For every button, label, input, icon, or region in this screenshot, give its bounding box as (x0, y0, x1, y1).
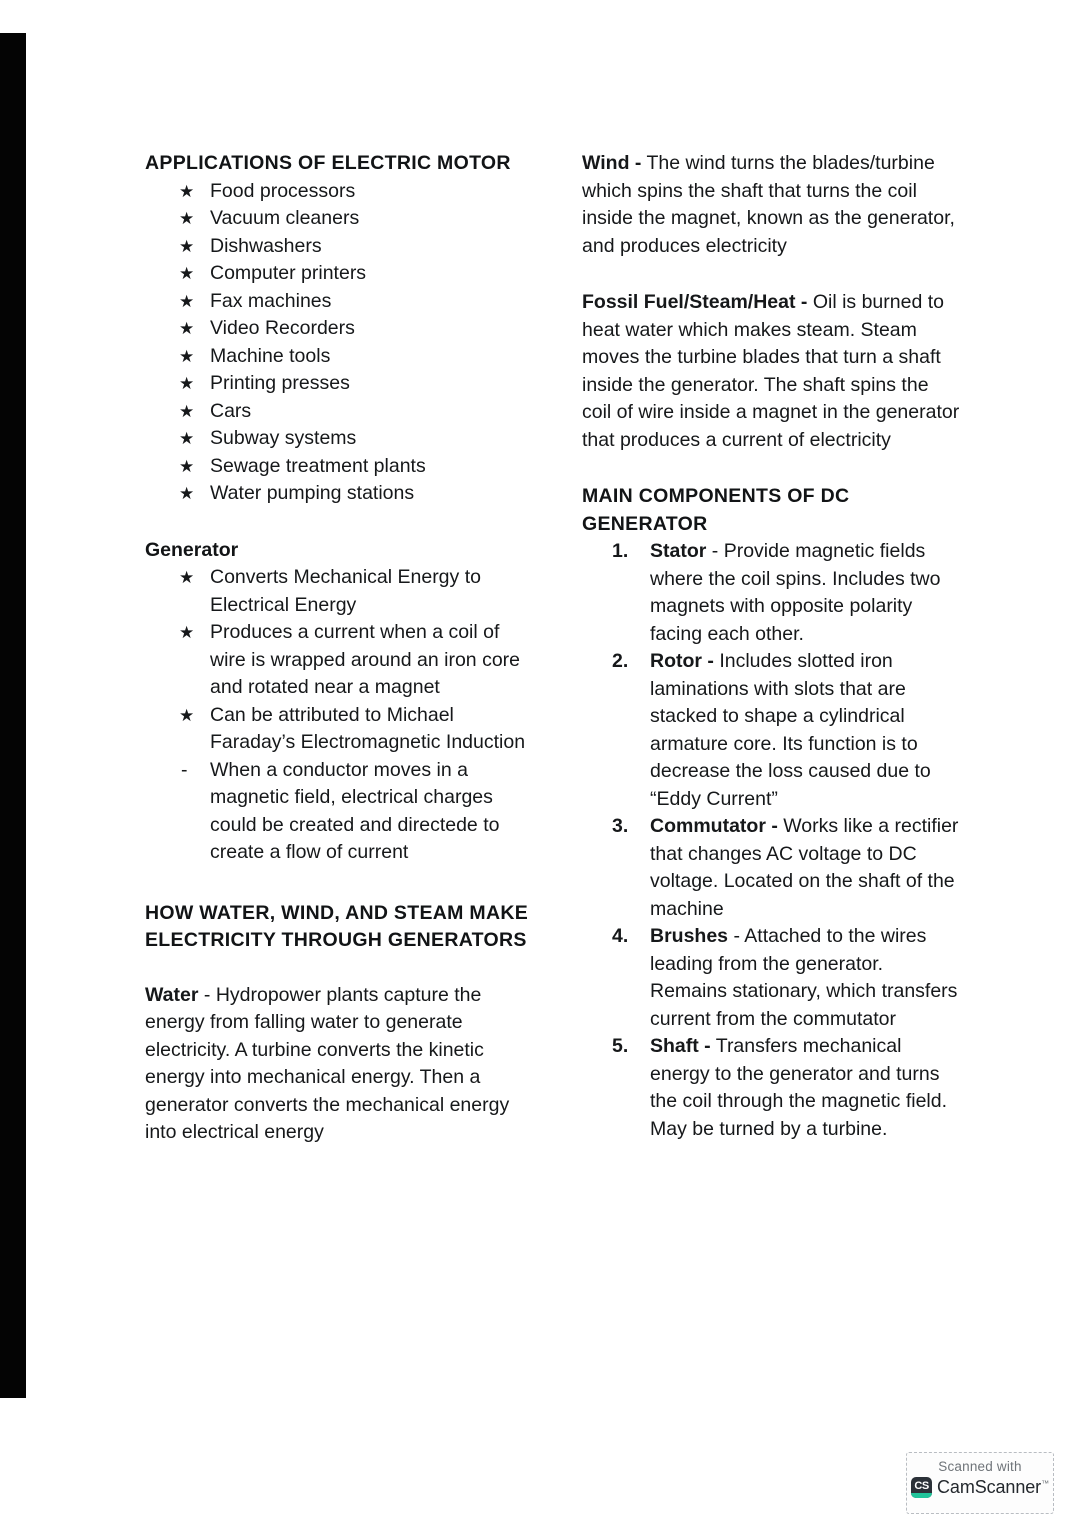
dash-icon: - (181, 758, 188, 781)
star-icon: ★ (179, 319, 195, 338)
list-item (582, 813, 962, 923)
spacer (582, 454, 962, 483)
list-item-label: Food processors (210, 179, 356, 202)
wind-lead: Wind - (582, 152, 642, 174)
camscanner-brand-label (937, 1477, 1049, 1498)
fossil-fuel-lead: Fossil Fuel/Steam/Heat - (582, 291, 808, 313)
list-item-body: Provide magnetic fields where the coil spins. Includes two magnets with opposite polarity facing each other. (650, 540, 941, 645)
list-item-label: Computer printers (210, 262, 367, 284)
list-item-label: Converts Mechanical Energy to Electrical Energy (210, 566, 481, 616)
star-icon: ★ (179, 291, 195, 311)
right-column (582, 150, 962, 1143)
list-item-number: 4. (612, 925, 629, 947)
list-item (145, 398, 537, 426)
star-icon: ★ (179, 236, 195, 256)
list-item (145, 205, 537, 233)
list-item-separator: - (706, 540, 724, 562)
list-item-label: Cars (210, 399, 252, 422)
list-item (145, 619, 537, 702)
list-item-body: Attached to the wires leading from the generator. Remains stationary, which transfers current from the commutator (650, 925, 958, 1030)
star-icon: ★ (179, 264, 195, 283)
camscanner-watermark (906, 1452, 1054, 1514)
spacer (145, 955, 537, 982)
camscanner-brand-row (907, 1477, 1053, 1498)
star-icon: ★ (179, 705, 195, 725)
fossil-fuel-body: Oil is burned to heat water which makes steam. Steam moves the turbine blades that turn a shaft inside the generator. The shaft spins the coil of wire inside a magnet in the generator that produces a current of electricity (582, 291, 960, 451)
list-item-label: Sewage treatment plants (210, 454, 426, 477)
list-item (145, 370, 537, 398)
list-item-lead: Commutator - (650, 815, 778, 837)
how-electricity-heading: HOW WATER, WIND, AND STEAM MAKE ELECTRICITY THROUGH GENERATORS (145, 901, 529, 951)
list-item-number: 3. (612, 815, 629, 837)
list-item-label: Fax machines (210, 289, 332, 312)
camscanner-logo-accent (911, 1493, 932, 1498)
list-item (582, 923, 962, 1033)
spacer (582, 260, 962, 289)
list-item-label: Printing presses (210, 372, 350, 394)
list-item (145, 260, 537, 288)
list-item (145, 480, 537, 508)
list-item-label: When a conductor moves in a magnetic field, electrical charges could be created and directede to create a flow of current (210, 758, 500, 863)
list-item (145, 564, 537, 619)
list-item-label: Can be attributed to Michael Faraday’s Electromagnetic Induction (210, 703, 526, 753)
list-item-separator: - (728, 925, 745, 947)
list-item-lead: Stator (650, 540, 707, 562)
list-item (582, 648, 962, 813)
water-body: Hydropower plants capture the energy from falling water to generate electricity. A turbine converts the kinetic energy into mechanical energy. Then a generator converts the mechanical energy into electrical energy (145, 983, 510, 1143)
list-item-body: Works like a rectifier that changes AC voltage to DC voltage. Located on the shaft of the machine (650, 815, 959, 920)
camscanner-logo-letters: CS (914, 1480, 929, 1492)
main-components-heading: MAIN COMPONENTS OF DC GENERATOR (582, 485, 850, 535)
water-lead: Water (145, 983, 199, 1006)
list-item-label: Video Recorders (210, 317, 355, 339)
spacer (145, 867, 537, 900)
generator-list (145, 564, 537, 867)
list-item-body: Includes slotted iron laminations with slots that are stacked to shape a cylindrical armature core. Its function is to decrease the loss caused due to “Eddy Current” (650, 650, 931, 810)
camscanner-brand-text: CamScanner (937, 1477, 1042, 1497)
list-item (145, 757, 537, 867)
star-icon: ★ (179, 568, 195, 587)
list-item (145, 702, 537, 757)
camscanner-trademark: ™ (1041, 1479, 1049, 1488)
list-item (145, 233, 537, 261)
list-item-number: 5. (612, 1035, 629, 1057)
water-separator: - (198, 983, 216, 1006)
star-icon: ★ (179, 209, 195, 228)
applications-heading: APPLICATIONS OF ELECTRIC MOTOR (145, 152, 511, 174)
wind-paragraph (582, 150, 962, 260)
applications-list (145, 178, 537, 508)
list-item (582, 538, 962, 648)
camscanner-scanned-with-label: Scanned with (938, 1459, 1022, 1474)
main-components-list (582, 538, 962, 1143)
list-item-lead: Brushes (650, 925, 729, 947)
list-item-label: Machine tools (210, 344, 331, 367)
list-item-lead: Rotor - (650, 650, 714, 672)
list-item-label: Dishwashers (210, 234, 322, 257)
wind-body: The wind turns the blades/turbine which spins the shaft that turns the coil inside the magnet, known as the generator, and produces electricity (582, 152, 955, 257)
star-icon: ★ (179, 484, 195, 503)
list-item-label: Water pumping stations (210, 482, 415, 504)
spacer (145, 508, 537, 537)
left-column (145, 150, 537, 1147)
fossil-fuel-paragraph (582, 289, 962, 454)
list-item-body: Transfers mechanical energy to the generator and turns the coil through the magnetic field. May be turned by a turbine. (650, 1035, 948, 1140)
list-item-lead: Shaft - (650, 1035, 711, 1057)
list-item (145, 178, 537, 206)
star-icon: ★ (179, 456, 195, 476)
list-item (145, 425, 537, 453)
list-item-number: 2. (612, 650, 629, 672)
list-item (145, 453, 537, 481)
list-item (582, 1033, 962, 1143)
star-icon: ★ (179, 429, 195, 448)
water-paragraph (145, 982, 537, 1147)
list-item-number: 1. (612, 540, 629, 562)
camscanner-logo-icon (911, 1477, 932, 1498)
star-icon: ★ (179, 346, 195, 366)
star-icon: ★ (179, 623, 195, 642)
star-icon: ★ (179, 401, 195, 421)
list-item-label: Subway systems (210, 427, 357, 449)
list-item-label: Produces a current when a coil of wire is wrapped around an iron core and rotated near a magnet (210, 621, 521, 698)
list-item (145, 288, 537, 316)
star-icon: ★ (179, 374, 195, 393)
list-item-label: Vacuum cleaners (210, 207, 360, 229)
generator-heading: Generator (145, 538, 239, 561)
list-item (145, 343, 537, 371)
star-icon: ★ (179, 181, 195, 201)
list-item (145, 315, 537, 343)
